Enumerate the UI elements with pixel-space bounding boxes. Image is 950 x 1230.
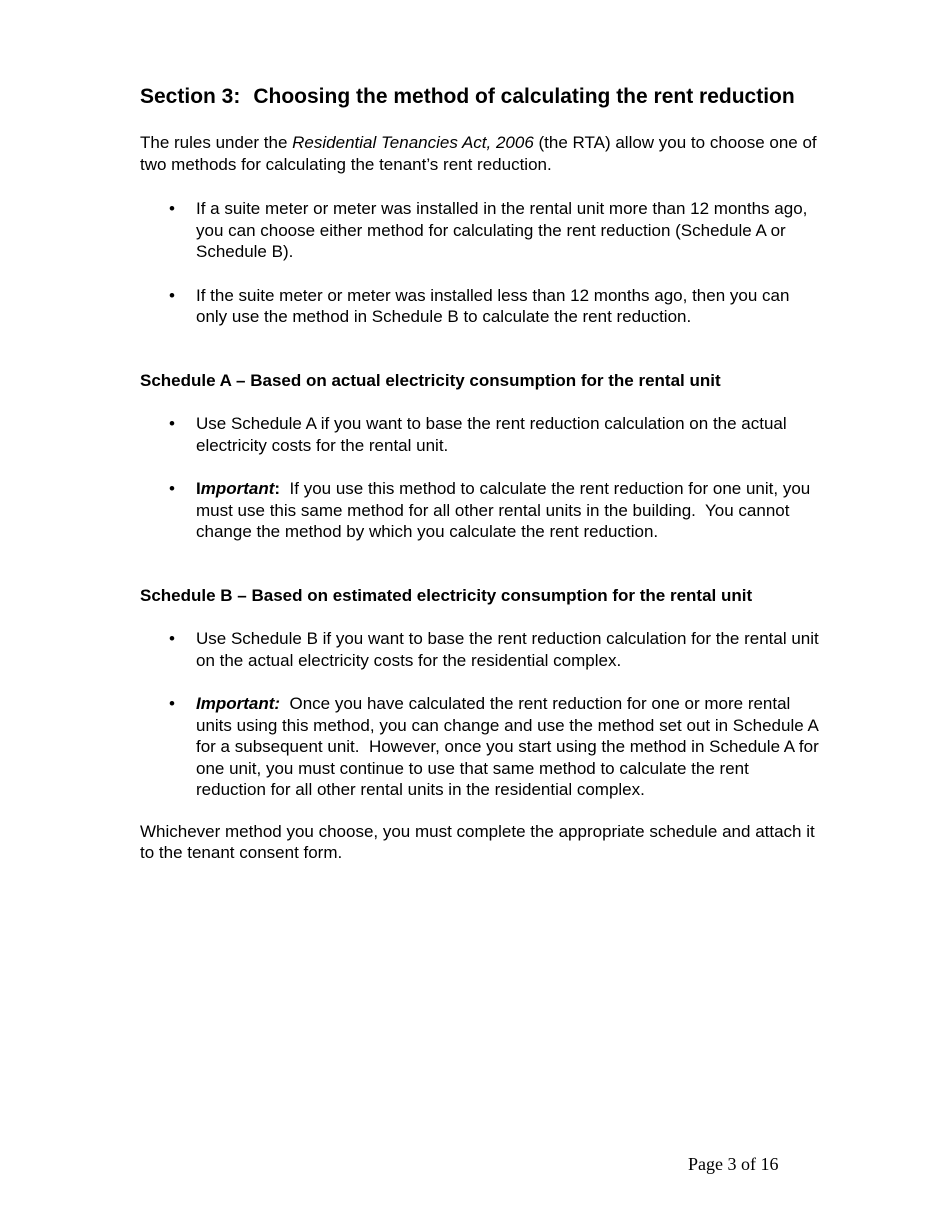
list-item <box>140 413 820 456</box>
act-name: Residential Tenancies Act, 2006 <box>292 133 534 152</box>
list-item <box>140 628 820 671</box>
bullet-icon: • <box>169 479 175 498</box>
document-page <box>140 84 824 864</box>
list-item <box>140 478 820 543</box>
section-title: Choosing the method of calculating the rent reduction <box>253 85 795 108</box>
list-item <box>140 285 820 328</box>
list-item-text: Once you have calculated the rent reduction for one or more rental units using this method, you can change and use the method set out in Schedule A for a subsequent unit. However, once you start using the method in Schedule A for one unit, you must continue to use that same method to calculate the rent reduction for all other rental units in the residential complex. <box>196 694 824 799</box>
intro-bullet-list <box>140 198 820 328</box>
section-heading <box>140 84 820 109</box>
list-item-text: If you use this method to calculate the rent reduction for one unit, you must use this same method for all other rental units in the building. You cannot change the method by which you calculate the rent reduction. <box>196 479 815 541</box>
list-item-text: If a suite meter or meter was installed in the rental unit more than 12 months ago, you can choose either method for calculating the rent reduction (Schedule A or Schedule B). <box>196 199 808 261</box>
important-label: mportant <box>200 479 275 498</box>
list-item <box>140 693 824 801</box>
list-item-text: Use Schedule A if you want to base the rent reduction calculation on the actual electricity costs for the rental unit. <box>196 414 787 455</box>
intro-text-before: The rules under the <box>140 133 293 152</box>
bullet-icon: • <box>169 414 175 433</box>
schedule-b-heading: Schedule B – Based on estimated electricity consumption for the rental unit <box>140 585 753 605</box>
schedule-a-bullet-list <box>140 413 820 543</box>
bullet-icon: • <box>169 694 175 713</box>
list-item-text: Use Schedule B if you want to base the rent reduction calculation for the rental unit on the actual electricity costs for the residential complex. <box>196 629 819 670</box>
section-number: Section 3: <box>140 85 241 108</box>
intro-text-after: (the RTA) allow you to choose one of two methods for calculating the tenant’s rent reduction. <box>140 133 817 174</box>
intro-paragraph <box>140 132 820 175</box>
schedule-b-bullet-list <box>140 628 824 801</box>
bullet-icon: • <box>169 285 175 305</box>
list-item <box>140 198 820 263</box>
closing-paragraph: Whichever method you choose, you must complete the appropriate schedule and attach it to the tenant consent form. <box>140 821 815 862</box>
important-label-initial: I <box>196 479 201 498</box>
bullet-icon: • <box>169 199 175 218</box>
page-number: Page 3 of 16 <box>688 1154 779 1174</box>
important-label: Important: <box>196 694 281 713</box>
bullet-icon: • <box>169 629 175 648</box>
list-item-text: If the suite meter or meter was installed less than 12 months ago, then you can only use the method in Schedule B to calculate the rent reduction. <box>196 285 790 326</box>
schedule-a-heading: Schedule A – Based on actual electricity consumption for the rental unit <box>140 370 721 390</box>
important-colon: : <box>274 479 281 498</box>
